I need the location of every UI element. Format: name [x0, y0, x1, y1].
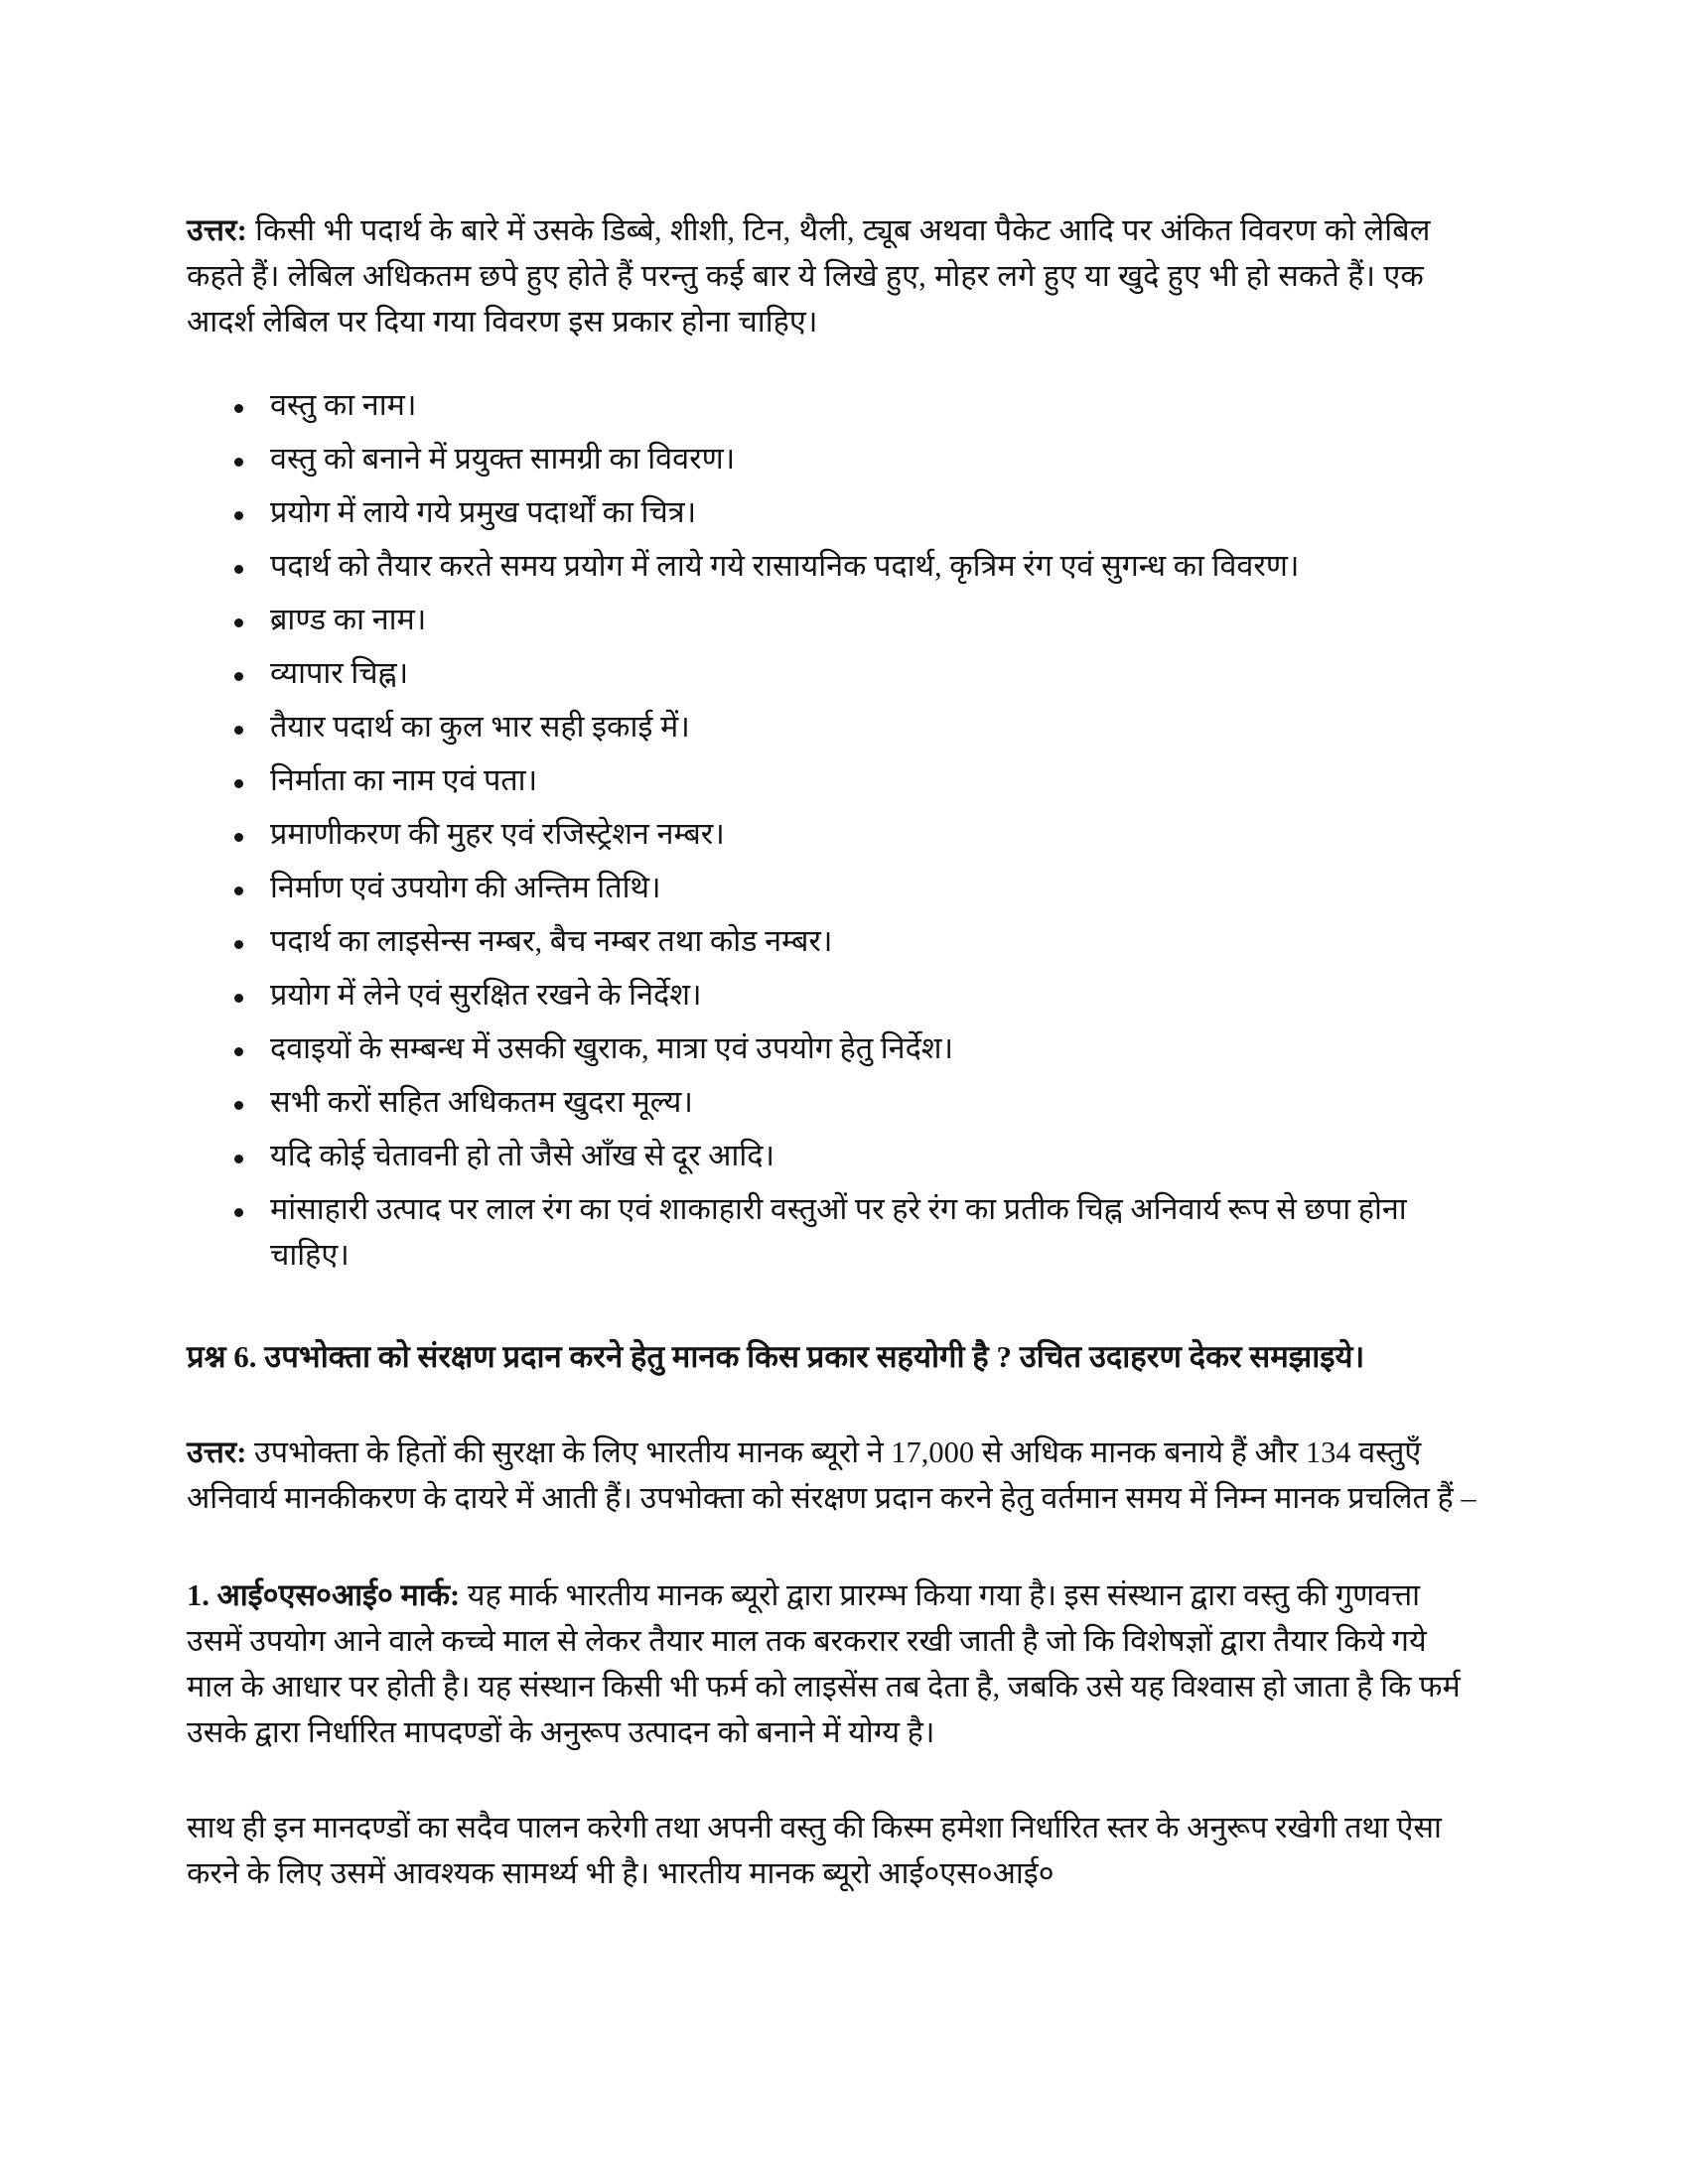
answer-paragraph-label-definition	[187, 207, 1484, 344]
list-item: पदार्थ को तैयार करते समय प्रयोग में लाये गये रासायनिक पदार्थ, कृत्रिम रंग एवं सुगन्ध का विवरण।	[187, 543, 1484, 589]
list-item: प्रयोग में लेने एवं सुरक्षित रखने के निर्देश।	[187, 972, 1484, 1018]
point-1-label: 1. आई०एस०आई० मार्क:	[187, 1577, 461, 1612]
list-item: वस्तु का नाम।	[187, 382, 1484, 428]
list-item: ब्राण्ड का नाम।	[187, 597, 1484, 642]
list-item: दवाइयों के सम्बन्ध में उसकी खुराक, मात्रा एवं उपयोग हेतु निर्देश।	[187, 1025, 1484, 1071]
answer-label: उत्तर:	[187, 1434, 247, 1469]
list-item: प्रमाणीकरण की मुहर एवं रजिस्ट्रेशन नम्बर।	[187, 811, 1484, 857]
list-item: तैयार पदार्थ का कुल भार सही इकाई में।	[187, 704, 1484, 750]
closing-paragraph: साथ ही इन मानदण्डों का सदैव पालन करेगी तथा अपनी वस्तु की किस्म हमेशा निर्धारित स्तर के अनुरूप रखेगी तथा ऐसा करने के लिए उसमें आवश्यक सामर्थ्य भी है। भारतीय मानक ब्यूरो आई०एस०आई०	[187, 1810, 1442, 1890]
list-item: निर्माता का नाम एवं पता।	[187, 757, 1484, 803]
list-item: प्रयोग में लाये गये प्रमुख पदार्थों का चित्र।	[187, 489, 1484, 535]
question-6-heading: प्रश्न 6. उपभोक्ता को संरक्षण प्रदान करने हेतु मानक किस प्रकार सहयोगी है ? उचित उदाहरण देकर समझाइये।	[187, 1338, 1365, 1374]
list-item: व्यापार चिह्न।	[187, 650, 1484, 696]
list-item: वस्तु को बनाने में प्रयुक्त सामग्री का विवरण।	[187, 436, 1484, 481]
list-item: निर्माण एवं उपयोग की अन्तिम तिथि।	[187, 865, 1484, 910]
point-1-body: यह मार्क भारतीय मानक ब्यूरो द्वारा प्रारम्भ किया गया है। इस संस्थान द्वारा वस्तु की गुणवत्ता उसमें उपयोग आने वाले कच्चे माल से लेकर तैयार माल तक बरकरार रखी जाती है जो कि विशेषज्ञों द्वारा तैयार किये गये माल के आधार पर होती है। यह संस्थान किसी भी फर्म को लाइसेंस तब देता है, जबकि उसे यह विश्वास हो जाता है कि फर्म उसके द्वारा निर्धारित मापदण्डों के अनुरूप उत्पादन को बनाने में योग्य है।	[187, 1577, 1461, 1749]
answer-body: उपभोक्ता के हितों की सुरक्षा के लिए भारतीय मानक ब्यूरो ने 17,000 से अधिक मानक बनाये हैं और 134 वस्तुएँ अनिवार्य मानकीकरण के दायरे में आती हैं। उपभोक्ता को संरक्षण प्रदान करने हेतु वर्तमान समय में निम्न मानक प्रचलित हैं –	[187, 1434, 1477, 1515]
list-item: सभी करों सहित अधिकतम खुदरा मूल्य।	[187, 1079, 1484, 1125]
answer-label: उत्तर:	[187, 212, 247, 247]
answer-body: किसी भी पदार्थ के बारे में उसके डिब्बे, शीशी, टिन, थैली, ट्यूब अथवा पैकेट आदि पर अंकित विवरण को लेबिल कहते हैं। लेबिल अधिकतम छपे हुए होते हैं परन्तु कई बार ये लिखे हुए, मोहर लगे हुए या खुदे हुए भी हो सकते हैं। एक आदर्श लेबिल पर दिया गया विवरण इस प्रकार होना चाहिए।	[187, 212, 1431, 339]
list-item: यदि कोई चेतावनी हो तो जैसे आँख से दूर आदि।	[187, 1133, 1484, 1178]
point-1-isi-mark	[187, 1572, 1477, 1755]
answer-paragraph-standards	[187, 1430, 1477, 1521]
list-item: पदार्थ का लाइसेन्स नम्बर, बैच नम्बर तथा कोड नम्बर।	[187, 918, 1484, 964]
label-requirements-list	[187, 382, 1484, 1278]
list-item: मांसाहारी उत्पाद पर लाल रंग का एवं शाकाहारी वस्तुओं पर हरे रंग का प्रतीक चिह्न अनिवार्य रूप से छपा होना चाहिए।	[187, 1186, 1484, 1278]
